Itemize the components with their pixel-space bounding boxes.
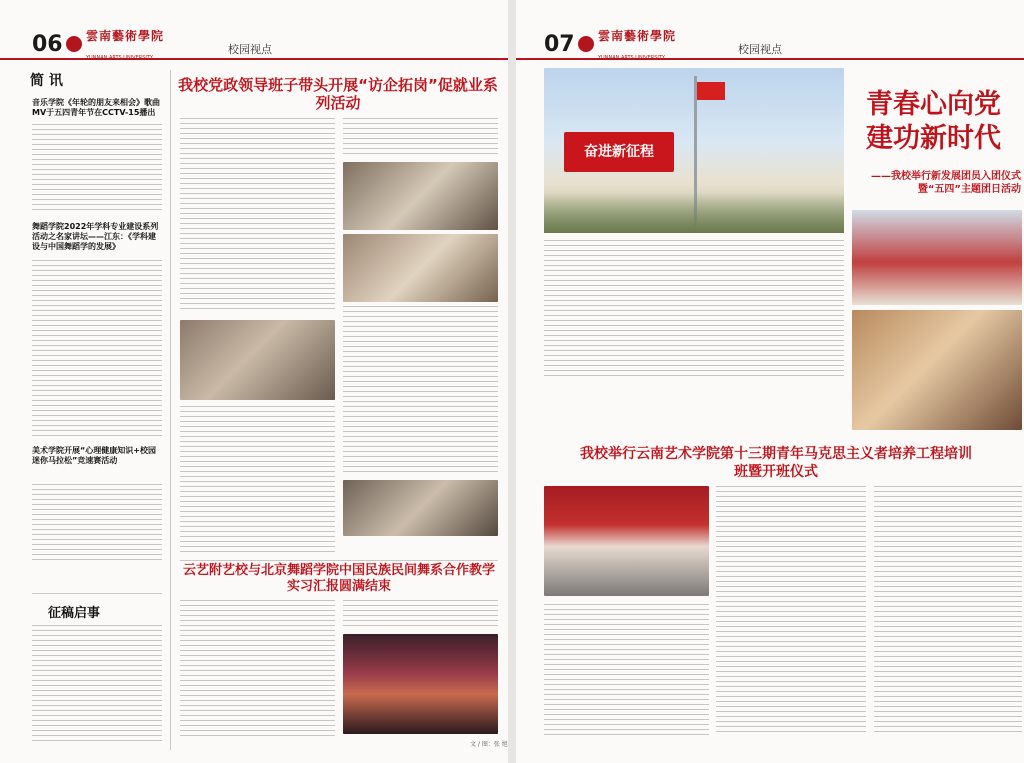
university-logo — [66, 29, 165, 54]
brief-3-title: 美术学院开展“心理健康知识+校园迷你马拉松”竞速赛活动 — [32, 446, 156, 465]
article-3-title: 我校举行云南艺术学院第十三期青年马克思主义者培养工程培训班暨开班仪式 — [580, 446, 972, 480]
article-3-body-col1 — [544, 604, 709, 736]
brief-1-body — [32, 124, 162, 214]
performance-photo — [343, 634, 498, 734]
right-page — [516, 0, 1024, 763]
brief-1-title: 音乐学院《年轮的朋友来相会》歌曲MV于五四青年节在CCTV-15播出 — [32, 98, 160, 117]
university-emblem-icon — [66, 36, 82, 52]
university-emblem-icon — [578, 36, 594, 52]
right-page-header — [516, 30, 1024, 60]
article-1-body-col2b — [343, 306, 498, 476]
feature-subtitle: ——我校举行新发展团员入团仪式 暨“五四”主题团日活动 — [871, 171, 1021, 195]
meeting-photo-4 — [343, 480, 498, 536]
article-2-body-col2 — [343, 600, 498, 630]
section-label: 校园视点 — [738, 43, 782, 56]
notice-body — [32, 625, 162, 743]
meeting-photo-1 — [180, 320, 335, 400]
university-logo-wordmark: 雲南藝術學院 — [86, 29, 165, 43]
page-number: 06 — [32, 32, 63, 57]
oath-ceremony-photo — [852, 210, 1022, 305]
article-1-body-col1b — [180, 406, 335, 556]
article-2-body-col1 — [180, 600, 335, 740]
article-2-title: 云艺附艺校与北京舞蹈学院中国民族民间舞系合作教学实习汇报圆满结束 — [182, 563, 495, 594]
page-number: 07 — [544, 32, 575, 57]
article-3-body-col2 — [716, 486, 866, 736]
article-1-body-col2a — [343, 118, 498, 158]
left-page-header — [0, 30, 508, 60]
class-group-photo — [544, 486, 709, 596]
article-1-body-col1 — [180, 118, 335, 313]
university-logo — [578, 29, 677, 54]
meeting-photo-3 — [343, 234, 498, 302]
brief-2-body — [32, 260, 162, 438]
brief-3-body — [32, 484, 162, 564]
section-label: 校园视点 — [228, 43, 272, 56]
university-logo-wordmark: 雲南藝術學院 — [598, 29, 677, 43]
flag — [697, 82, 725, 100]
flag-ceremony-photo — [544, 68, 844, 233]
briefs-heading: 简 讯 — [30, 73, 63, 89]
notice-heading: 征稿启事 — [48, 606, 101, 621]
meeting-photo-2 — [343, 162, 498, 230]
feature-body — [544, 240, 844, 380]
article-1-title: 我校党政领导班子带头开展“访企拓岗”促就业系列活动 — [178, 76, 498, 112]
article-2-credit: 文 / 图：张 旭 — [470, 741, 508, 748]
brief-2-title: 舞蹈学院2022年学科专业建设系列活动之名家讲坛——江东：《学科建设与中国舞蹈学的发展》 — [32, 222, 159, 251]
members-photo — [852, 310, 1022, 430]
page-gutter — [508, 0, 516, 763]
feature-title: 青春心向党 建功新时代 — [866, 89, 1001, 154]
left-page — [0, 0, 508, 763]
header-rule — [516, 58, 1024, 60]
article-3-body-col3 — [874, 486, 1022, 736]
event-banner: 奋进新征程 — [564, 132, 674, 172]
header-rule — [0, 58, 508, 60]
